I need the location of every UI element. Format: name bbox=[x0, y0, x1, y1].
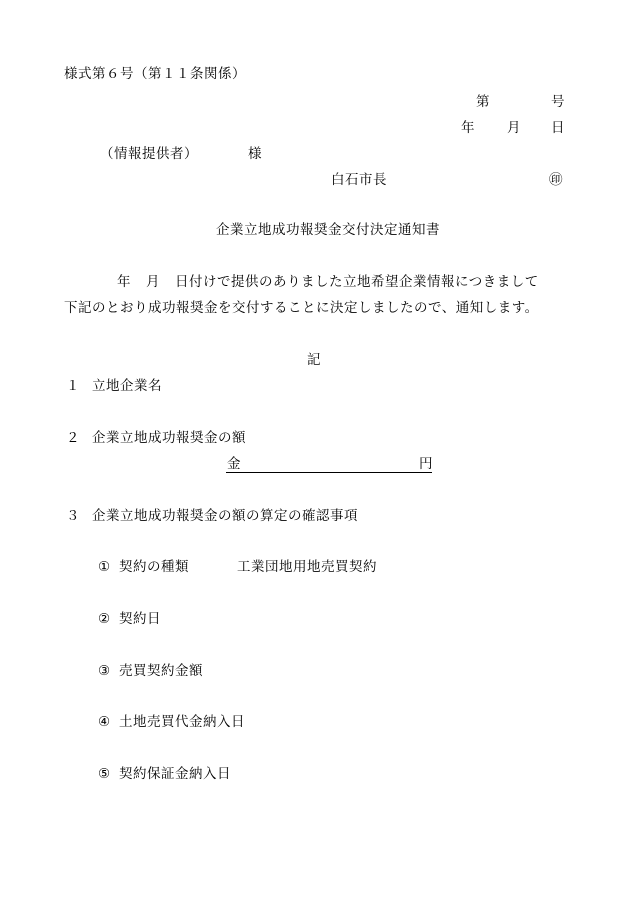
date-month: 月 bbox=[507, 120, 521, 136]
sub-item-1-value: 工業団地用地売買契約 bbox=[237, 559, 377, 575]
date-day: 日 bbox=[551, 120, 565, 136]
item-1-number: １ bbox=[66, 378, 80, 394]
date-year: 年 bbox=[461, 120, 475, 136]
body-year: 年 bbox=[117, 274, 131, 290]
recipient-honorific: 様 bbox=[248, 146, 262, 162]
sub-item-2-label: 契約日 bbox=[119, 611, 161, 627]
amount-underline bbox=[226, 456, 432, 473]
amount-suffix: 円 bbox=[419, 456, 433, 472]
sub-item-5-mark: ⑤ bbox=[98, 766, 111, 782]
sub-item-4-label: 土地売買代金納入日 bbox=[119, 714, 245, 730]
doc-number-suffix: 号 bbox=[551, 94, 565, 110]
seal-mark: ㊞ bbox=[549, 172, 563, 188]
body-month: 月 bbox=[146, 274, 160, 290]
body-line1: 日付けで提供のありました立地希望企業情報につきまして bbox=[175, 274, 539, 290]
item-3-label: 企業立地成功報奨金の額の算定の確認事項 bbox=[92, 508, 358, 524]
form-number: 様式第６号（第１１条関係） bbox=[64, 66, 246, 82]
amount-prefix: 金 bbox=[227, 456, 241, 472]
item-3-number: ３ bbox=[66, 508, 80, 524]
item-1-label: 立地企業名 bbox=[92, 378, 162, 394]
sub-item-1-mark: ① bbox=[98, 559, 111, 575]
issuer-name: 白石市長 bbox=[331, 172, 387, 188]
sub-item-1-label: 契約の種類 bbox=[119, 559, 189, 575]
sub-item-3-mark: ③ bbox=[98, 663, 111, 679]
doc-number-prefix: 第 bbox=[476, 94, 490, 110]
document-title: 企業立地成功報奨金交付決定通知書 bbox=[216, 222, 440, 238]
sub-item-4-mark: ④ bbox=[98, 714, 111, 730]
ki-heading: 記 bbox=[307, 352, 321, 368]
item-2-number: ２ bbox=[66, 430, 80, 446]
recipient-label: （情報提供者） bbox=[100, 146, 198, 162]
sub-item-3-label: 売買契約金額 bbox=[119, 663, 203, 679]
body-line2: 下記のとおり成功報奨金を交付することに決定しましたので、通知します。 bbox=[64, 300, 539, 316]
item-2-label: 企業立地成功報奨金の額 bbox=[92, 430, 246, 446]
sub-item-5-label: 契約保証金納入日 bbox=[119, 766, 231, 782]
sub-item-2-mark: ② bbox=[98, 611, 111, 627]
